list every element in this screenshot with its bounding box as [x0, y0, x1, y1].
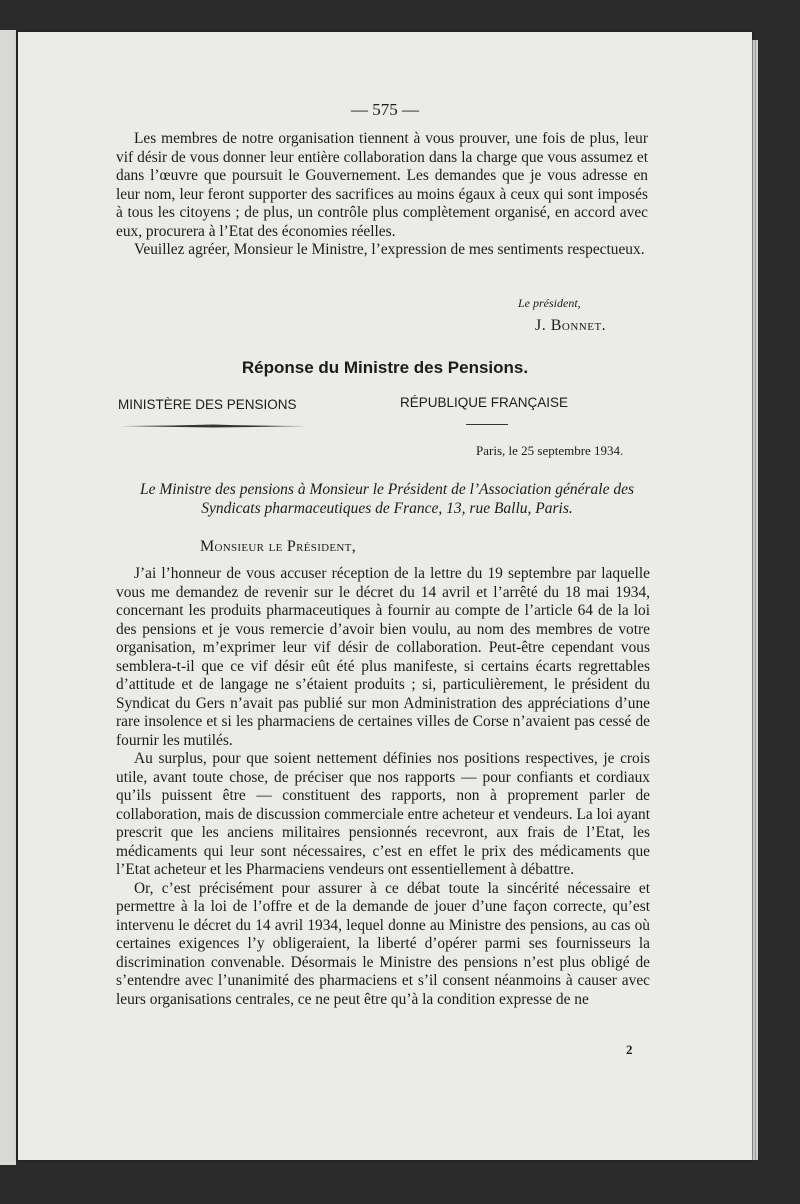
body-paragraph: Or, c’est précisément pour assurer à ce débat toute la sincérité nécessaire et permettre à la loi de l’offre et de la demande de jouer d’une façon correcte, qu’est intervenu le décret du 14 avril 1934, lequel donne au Ministre des pensions, au cas où certaines exigences l’y obligeraient, la liberté d’opérer parmi ses fournisseurs la discrimination convenable. Désormais le Ministre des pensions n’est plus obligé de s’entendre avec l’unanimité des pharmaciens et s’il consent néanmoins à causer avec leurs organisations centrales, ce ne peut être qu’à la condition expresse de ne — [116, 879, 650, 1008]
ornamental-rule — [121, 424, 306, 428]
intro-section — [116, 130, 648, 260]
page-number: — 575 — — [351, 100, 419, 119]
letter-body — [116, 565, 650, 1009]
short-rule — [466, 424, 508, 425]
closing-paragraph: Veuillez agréer, Monsieur le Ministre, l’expression de mes sentiments respectueux. — [134, 241, 645, 258]
signature-name: J. Bonnet. — [535, 317, 607, 334]
dateline: Paris, le 25 septembre 1934. — [476, 443, 624, 458]
letterhead-republic: RÉPUBLIQUE FRANÇAISE — [400, 395, 569, 410]
facing-page-edge — [0, 30, 16, 1165]
body-paragraph: Au surplus, pour que soient nettement définies nos positions respectives, je crois utile, avant toute chose, de préciser que nos rapports — pour confiants et cordiaux qu’ils puissent être — constituent des rapports, non à proprement parler de collaboration, mais de discussion commerciale entre acheteur et vendeurs. La loi ayant prescrit que les anciens militaires pensionnés recevront, aux frais de l’Etat, les médicaments qui leur sont nécessaires, c’est en effet le prix des médicaments que l’Etat acheteur et les Pharmaciens vendeurs ont essentiellement à débattre. — [116, 750, 650, 878]
salutation: Monsieur le Président, — [200, 538, 356, 555]
body-paragraph: J’ai l’honneur de vous accuser réception de la lettre du 19 septembre par laquelle vous me demandez de revenir sur le décret du 14 avril et l’arrêté du 18 mai 1934, concernant les produits pharmaceutiques à fournir au compte de l’article 64 de la loi des pensions et je vous remercie d’avoir bien voulu, au nom des membres de votre organisation, m’exprimer leur vif désir de collaboration. Peut-être cependant vous semblera-t-il que ce vif désir eût été plus manifeste, si certains écarts regrettables d’attitude et de langage ne s’étaient produits ; si, particulièrement, le président du Syndicat du Gers n’avait pas publié sur mon Administration des appréciations d’une rare insolence et si les pharmaciens de certaines villes de Corse n’avaient pas cessé de fournir les mutilés. — [116, 565, 650, 749]
signature-mark: 2 — [626, 1042, 633, 1057]
response-heading: Réponse du Ministre des Pensions. — [241, 358, 529, 377]
addressee-line: Le Ministre des pensions à Monsieur le Président de l’Association générale des Syndicats pharmaceutiques de France, 13, rue Ballu, Paris. — [139, 481, 635, 517]
document-page — [18, 32, 752, 1160]
signature-title: Le président, — [518, 296, 581, 310]
intro-paragraph: Les membres de notre organisation tiennent à vous prouver, une fois de plus, leur vif désir de vous donner leur entière collaboration dans la charge que vous assumez et dans l’œuvre que poursuit le Gouvernement. Les demandes que je vous adresse en leur nom, leur feront supporter des sacrifices au moins égaux à ceux qui sont imposés à tous les citoyens ; de plus, un contrôle plus complètement organisé, en accord avec eux, procurera à l’Etat des économies réelles. — [116, 130, 648, 240]
letterhead-ministry: MINISTÈRE DES PENSIONS — [118, 397, 297, 412]
